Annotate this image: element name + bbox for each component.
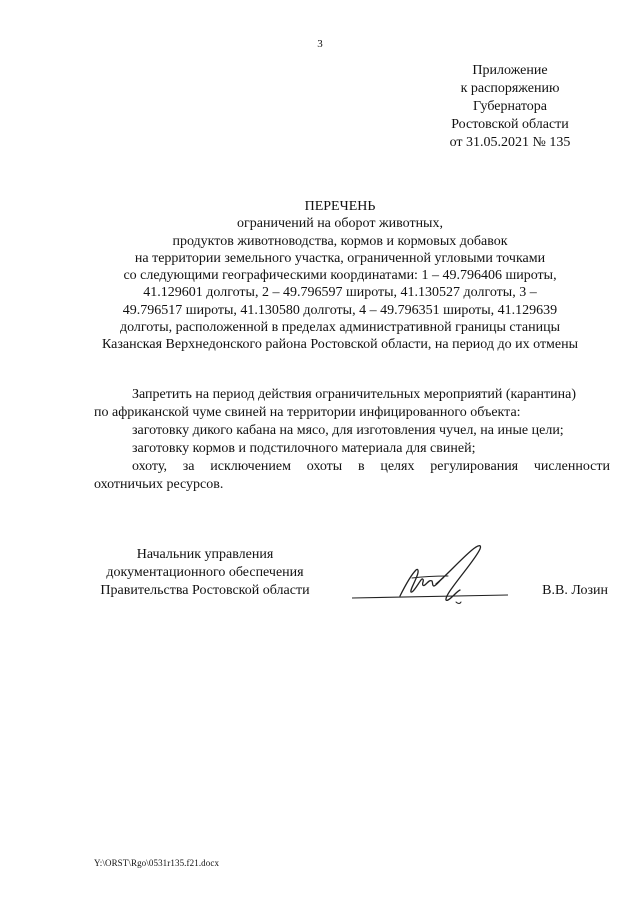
list-item: заготовку кормов и подстилочного материала для свиней;: [132, 441, 476, 456]
heading-line: продуктов животноводства, кормов и кормовых добавок: [172, 233, 508, 249]
signer-title: [80, 546, 330, 600]
heading-line: ограничений на оборот животных,: [237, 216, 443, 232]
heading-line: 41.129601 долготы, 2 – 49.796597 широты, 41.130527 долготы, 3 –: [143, 285, 537, 301]
signer-name: В.В. Лозин: [542, 583, 608, 598]
appendix-line: Губернатора: [472, 99, 548, 114]
appendix-line: Приложение: [472, 63, 548, 78]
appendix-line: Ростовской области: [451, 117, 569, 132]
heading-line: долготы, расположенной в пределах административной границы станицы: [119, 320, 561, 336]
signer-title-line: Начальник управления: [136, 547, 274, 562]
handwritten-signature: [348, 540, 518, 610]
appendix-line: от 31.05.2021 № 135: [449, 135, 571, 150]
document-heading: [70, 198, 610, 354]
body-text: [94, 386, 610, 494]
heading-line: на территории земельного участка, ограниченной угловыми точками: [134, 250, 546, 266]
appendix-block: [420, 62, 600, 152]
list-item-continuation: охотничьих ресурсов.: [94, 477, 224, 492]
signer-title-line: Правительства Ростовской области: [100, 583, 310, 598]
document-title: ПЕРЕЧЕНЬ: [304, 199, 376, 214]
list-item: охоту, за исключением охоты в целях регулирования численности: [132, 459, 610, 474]
heading-line: 49.796517 широты, 41.130580 долготы, 4 – 49.796351 широты, 41.129639: [122, 302, 558, 318]
appendix-line: к распоряжению: [460, 81, 560, 96]
intro-line: Запретить на период действия ограничительных мероприятий (карантина): [132, 387, 577, 402]
page-number: 3: [317, 38, 323, 50]
signer-title-line: документационного обеспечения: [106, 565, 304, 580]
intro-line: по африканской чуме свиней на территории инфицированного объекта:: [94, 405, 521, 420]
footer-file-path: Y:\ORST\Rgo\0531r135.f21.docx: [94, 858, 220, 868]
heading-line: со следующими географическими координатами: 1 – 49.796406 широты,: [123, 268, 557, 284]
list-item: заготовку дикого кабана на мясо, для изготовления чучел, на иные цели;: [132, 423, 564, 438]
heading-line: Казанская Верхнедонского района Ростовской области, на период до их отмены: [101, 337, 579, 353]
